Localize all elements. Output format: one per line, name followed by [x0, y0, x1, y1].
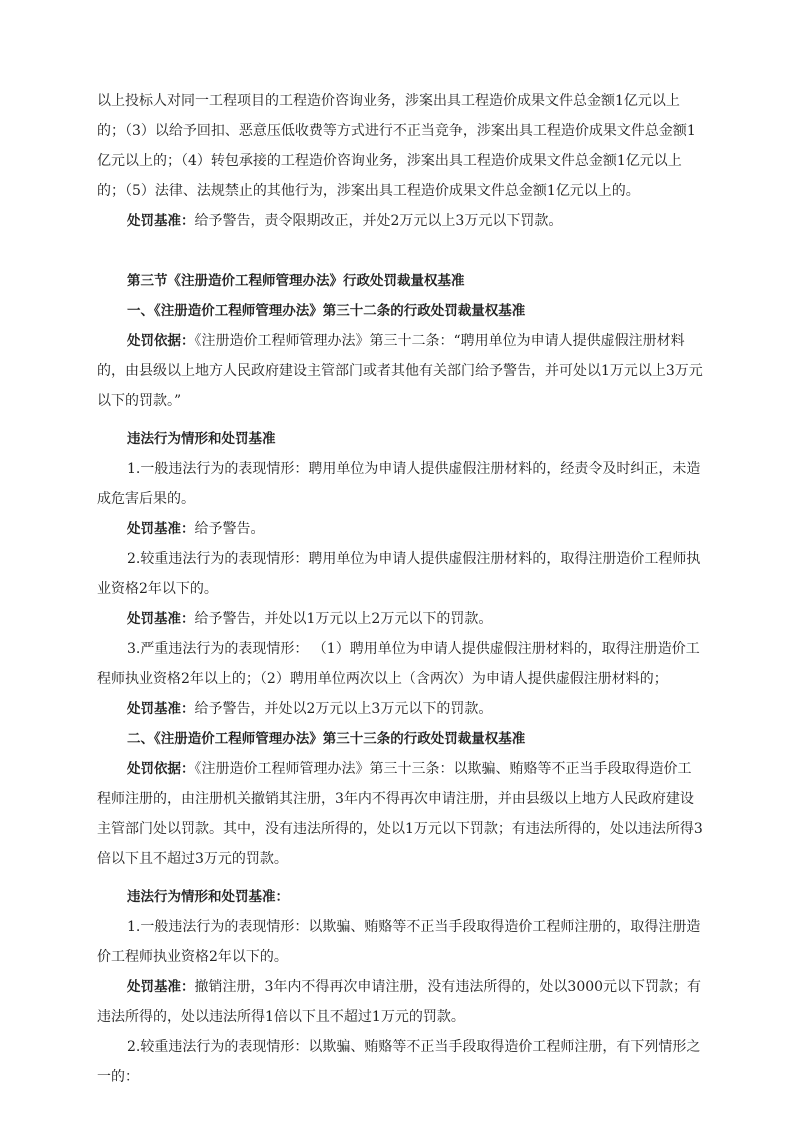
- art33-situation-2: 2.较重违法行为的表现情形：以欺骗、贿赂等不正当手段取得造价工程师注册，有下列情形之一的：: [97, 1039, 701, 1085]
- art33-penalty-1-text: 撤销注册，3年内不得再次申请注册，没有违法所得的，处以3000元以下罚款；有违法所得的，处以违法所得1倍以下且不超过1万元的罚款。: [97, 979, 702, 1025]
- art32-penalty-1-label: 处罚基准：: [127, 521, 195, 537]
- spacer: [97, 416, 703, 424]
- art32-penalty-3: [97, 694, 703, 724]
- art32-basis-text: 《注册造价工程师管理办法》第三十二条：“聘用单位为申请人提供虚假注册材料的，由县级以上地方人民政府建设主管部门或者其他有关部门给予警告，并可处以1万元以上3万元以下的罚款。”: [97, 333, 703, 409]
- art32-situations-heading: 违法行为情形和处罚基准: [127, 431, 276, 447]
- art32-penalty-3-text: 给予警告，并处以2万元以上3万元以下的罚款。: [194, 701, 493, 717]
- art32-situation-3: 3.严重违法行为的表现情形： （1）聘用单位为申请人提供虚假注册材料的，取得注册造价工程师执业资格2年以上的；（2）聘用单位两次以上（含两次）为申请人提供虚假注册材料的；: [97, 641, 700, 687]
- top-penalty: [97, 206, 703, 236]
- art32-penalty-3-label: 处罚基准：: [127, 701, 195, 717]
- art32-penalty-2-label: 处罚基准：: [127, 611, 195, 627]
- art32-penalty-1-text: 给予警告。: [194, 521, 265, 537]
- art32-penalty-1: [97, 514, 703, 544]
- top-paragraph: 以上投标人对同一工程项目的工程造价咨询业务，涉案出具工程造价成果文件总金额1亿元以上的；（3）以给予回扣、恶意压低收费等方式进行不正当竞争，涉案出具工程造价成果文件总金额1亿元以上的；（4）转包承接的工程造价咨询业务，涉案出具工程造价成果文件总金额1亿元以上的；（5）法律、法规禁止的其他行为，涉案出具工程造价成果文件总金额1亿元以上的。: [97, 93, 696, 199]
- spacer: [97, 874, 703, 882]
- section-title: 第三节《注册造价工程师管理办法》行政处罚裁量权基准: [127, 273, 465, 289]
- art33-basis-text: 《注册造价工程师管理办法》第三十三条：以欺骗、贿赂等不正当手段取得造价工程师注册的，由注册机关撤销其注册，3年内不得再次申请注册，并由县级以上地方人民政府建设主管部门处以罚款。其中，没有违法所得的，处以1万元以下罚款；有违法所得的，处以违法所得3倍以下且不超过3万元的罚款。: [97, 761, 703, 867]
- art32-situation-1: 1.一般违法行为的表现情形：聘用单位为申请人提供虚假注册材料的，经责令及时纠正，未造成危害后果的。: [97, 461, 701, 507]
- art32-basis: [97, 326, 703, 416]
- art33-basis: [97, 754, 703, 874]
- art32-heading: 一、《注册造价工程师管理办法》第三十二条的行政处罚裁量权基准: [127, 303, 526, 319]
- art32-penalty-2-text: 给予警告，并处以1万元以上2万元以下的罚款。: [194, 611, 493, 627]
- art33-basis-label: 处罚依据：: [127, 761, 195, 777]
- art33-situations-heading: 违法行为情形和处罚基准：: [127, 889, 289, 905]
- art32-basis-label: 处罚依据：: [127, 333, 195, 349]
- spacer: [97, 236, 703, 266]
- art32-penalty-2: [97, 604, 703, 634]
- art33-heading: 二、《注册造价工程师管理办法》第三十三条的行政处罚裁量权基准: [127, 731, 526, 747]
- top-penalty-label: 处罚基准：: [127, 213, 195, 229]
- art32-situation-2: 2.较重违法行为的表现情形：聘用单位为申请人提供虚假注册材料的，取得注册造价工程师执业资格2年以下的。: [97, 551, 701, 597]
- top-penalty-text: 给予警告，责令限期改正，并处2万元以上3万元以下罚款。: [194, 213, 563, 229]
- art33-penalty-1: [97, 972, 703, 1032]
- art33-situation-1: 1.一般违法行为的表现情形：以欺骗、贿赂等不正当手段取得造价工程师注册的，取得注册造价工程师执业资格2年以下的。: [97, 919, 701, 965]
- art33-penalty-1-label: 处罚基准：: [127, 979, 195, 995]
